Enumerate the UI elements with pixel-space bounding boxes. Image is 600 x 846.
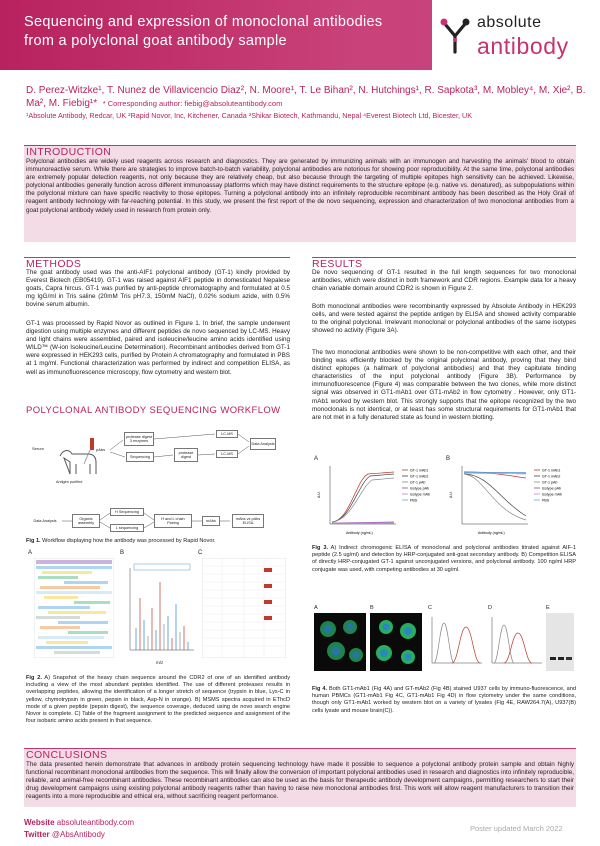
x-axis-label: Antibody (ng/mL) bbox=[346, 531, 373, 535]
fig4-figure bbox=[312, 605, 576, 675]
workflow-h-seq-box: H Sequencing bbox=[110, 508, 144, 516]
fig3a-elisa-chart bbox=[316, 460, 442, 538]
fig4-panel-d-label: D bbox=[488, 605, 492, 611]
fig4-caption-text: Both GT1-mAb1 (Fig 4A) and GT-mAb2 (Fig 4B) stained U937 cells by immuno-fluorescence, and human PBMCs (GT1-mAb1 Fig 4C, GT1-mAb1 Fig 4D) in flow cytometry under the same conditions, though only GT1-mAb1 worked by western blot on a variety of lysates (Fig 4E, RAW264.7(A), U937(B) cells lysate and mouse brain(C)). bbox=[312, 686, 577, 714]
fig2-figure bbox=[26, 550, 290, 674]
fig3-caption bbox=[312, 545, 576, 574]
results-paragraph-1: De novo sequencing of GT-1 resulted in the full length sequences for two monoclonal antibodies, which were distinct in both framework and CDR regions. Example data for a heavy chain variable domain around CDR2 is shown in Figure 2. bbox=[312, 269, 576, 293]
intro-text: Polyclonal antibodies are widely used reagents across research and diagnostics. They are generated by immunizing animals with an immunogen and harvesting the animals' blood to obtain immunoreactive serum. While there are strategies to improve batch-to-batch variability, polyclonal antibodies are notorious for showing poor reproducibility. At the same time, polyclonal antibodies are extremely popular detection reagents, not only because they are relatively cheap, but also because through the targeting of multiple epitopes high sensitivity can be achieved. Likewise, polyclonal antibodies generally function across different immunoassay platforms which may have distinct requirements to the structure epitope (e.g. native vs. denatured), as subpopulations within the polyclonal mixture can have specific reactivity to those epitopes. Turning a polyclonal antibody into an infinitely reproducible recombinant antibody has been described as the Holy Grail of reagent antibody technology with far-reaching potential. In this study, we present the first report of the de novo sequencing, expression and characterization of two monoclonal antibodies from a goat polyclonal antibody widely used in research from protein only. bbox=[26, 158, 574, 214]
fig2-panel-b-label: B bbox=[120, 550, 125, 556]
authors-line: D. Perez-Witzke¹, T. Nunez de Villavicencio Diaz², N. Moore¹, T. Le Bihan², N. Hutchings¹, R. Sapkota³, M. Mobley⁴, M. Xie², B. Ma², M. Fiebig¹* bbox=[26, 85, 586, 109]
fig3-panel-a-label: A bbox=[314, 456, 319, 462]
legend-entry-4: Isotype pAb bbox=[542, 486, 561, 491]
footer-twitter-label: Twitter bbox=[24, 830, 50, 839]
antibody-logo-icon bbox=[440, 16, 470, 54]
fig4-panel-a-label: A bbox=[314, 605, 318, 611]
series-line-2 bbox=[332, 474, 394, 522]
fig2-xlabel: m/z bbox=[156, 660, 164, 665]
series-line-3 bbox=[464, 474, 526, 520]
legend-entry-3: GT-1 pAb bbox=[542, 480, 558, 485]
results-paragraph-3: The two monoclonal antibodies were shown to be non-competitive with each other, and their binding was efficiently blocked by the original polyclonal antibody, proving that they bind distinct epitopes (a hallmark of polyclonal antibodies) and that they capitulate binding characteristics of the input polyclonal antibody (Figure 3B). Performance by immunofluorescence (Figure 4) was comparable between the two clones, while more distinct signal was observed in GT1-mAb1 over GT1-mAb2 in flow cytometry . However, only GT1-mAb1 worked by western blot. This strongly supports that the epitope recognized by the two monoclonals is not identical, or at least has some structural requirements for GT1-mAb1 that are not met in a fully denatured state as found in western blotting. bbox=[312, 349, 576, 421]
footer-twitter-handle[interactable]: @AbsAntibody bbox=[49, 830, 105, 839]
methods-paragraph-1: The goat antibody used was the anti-AIF1 polyclonal antibody (GT-1) kindly provided by Everest Biotech (EB05419). GT-1 was raised against AIF1 peptide in domesticated Nepalese goats, Capra hircus. GT-1 was purified by anti-peptide chromatography and formulated at 0.5 mg IgG/ml in Tris saline (20mM Tris pH7.3, 150mM NaCl), 0.02% sodium azide, with 0.5% bovine serum albumin. bbox=[26, 269, 290, 309]
x-axis-label: Antibody (ng/mL) bbox=[478, 531, 505, 535]
fig2-sequence-snapshot bbox=[34, 558, 114, 658]
fig3-caption-label: Fig 3. bbox=[312, 545, 328, 551]
workflow-l-seq-box: L sequencing bbox=[110, 524, 144, 532]
fig3-panel-b-label: B bbox=[446, 456, 451, 462]
methods-paragraph-2: GT-1 was processed by Rapid Novor as outlined in Figure 1. In brief, the sample underwent digestion using multiple enzymes and different peptides de novo sequenced by LC-MS. Heavy and light chains were assembled, paired and isoleucine/leucine amino acids identified using WILD™ (W-ion Isoleucine/Leucine Determination). Recombinant antibodies derived from GT-1 were expressed in HEK293 cells, purified by Protein A chromatography and formulated in PBS at 1 mg/ml. Functional characterization was performed by indirect and competition ELISA, as well as immunofluorescence microscopy, flow cytometry and western blot. bbox=[26, 320, 290, 376]
legend-entry-5: Isotype mAb bbox=[410, 492, 430, 497]
workflow-data-analysis-box: Data Analysis bbox=[250, 438, 276, 450]
legend-entry-4: Isotype pAb bbox=[410, 486, 429, 491]
results-paragraph-2: Both monoclonal antibodies were recombinantly expressed by Absolute Antibody in HEK293 cells, and were tested against the peptide antigen by ELISA and showed activity comparable to the original polyclonal. Irrelevant monoclonal or polyclonal antibodies of the same isotypes showed no activity (Figure 3A). bbox=[312, 303, 576, 335]
footer-website-label: Website bbox=[24, 818, 55, 827]
footer-twitter[interactable] bbox=[24, 830, 105, 839]
goat-drawing-icon bbox=[54, 436, 104, 482]
poster-date: Poster updated March 2022 bbox=[470, 824, 563, 833]
workflow-pabs-label: pAbs bbox=[96, 447, 106, 452]
legend-entry-6: PBS bbox=[542, 498, 550, 503]
legend-entry-3: GT-1 pAb bbox=[410, 480, 426, 485]
footer-website[interactable] bbox=[24, 818, 134, 827]
workflow-assembly-box: Organic assembly bbox=[72, 514, 100, 528]
footer-website-url[interactable]: absoluteantibody.com bbox=[54, 818, 134, 827]
fig3-caption-text: A) Indirect chromogenic ELISA of monoclonal and polyclonal antibodies titrated against AIF-1 peptide (2.5 ug/ml) and detection by HRP-conjugated anti-goat secondary antibody. B) Competition ELISA of directly HRP-conjugated GT-1 against unconjugated versions, and polyclonal antibody. 100 ng/ml HRP conjugate was used, with competing antibodies at 30 ug/ml. bbox=[312, 545, 577, 573]
workflow-protease2-box: protease digest bbox=[174, 448, 198, 462]
workflow-lcms1-box: LC-MS bbox=[216, 430, 238, 438]
fig4-caption-label: Fig 4. bbox=[312, 686, 328, 692]
intro-heading: INTRODUCTION bbox=[26, 146, 112, 158]
fig4b-immunofluorescence-image bbox=[370, 613, 422, 671]
fig3-figure bbox=[312, 456, 576, 540]
y-axis-label: A.U. bbox=[317, 491, 321, 498]
fig4-caption bbox=[312, 686, 576, 715]
corresponding-author: * Corresponding author: fiebig@absoluteantibody.com bbox=[102, 99, 283, 108]
workflow-pairing-box: H and L chain Pairing bbox=[154, 514, 192, 528]
workflow-antigen-label: Antigen purified bbox=[56, 480, 83, 484]
fig2-panel-c-label: C bbox=[198, 550, 203, 556]
results-heading: RESULTS bbox=[312, 258, 363, 270]
workflow-protease-box: protease digest 3 enzymes bbox=[124, 432, 154, 446]
legend-entry-1: GT-1 mAb1 bbox=[542, 468, 561, 473]
workflow-lcms2-box: LC-MS bbox=[216, 450, 238, 458]
conclusions-heading: CONCLUSIONS bbox=[26, 749, 108, 761]
fig2-panel-a-label: A bbox=[28, 550, 33, 556]
legend-entry-2: GT-1 mAb2 bbox=[410, 474, 429, 479]
logo-text-absolute: absolute bbox=[477, 14, 542, 31]
y-axis-label: A.U. bbox=[449, 491, 453, 498]
workflow-heading: POLYCLONAL ANTIBODY SEQUENCING WORKFLOW bbox=[26, 405, 281, 416]
fig4a-immunofluorescence-image bbox=[314, 613, 366, 671]
legend-entry-5: Isotype mAb bbox=[542, 492, 562, 497]
workflow-sequencing-box: Sequencing bbox=[126, 452, 154, 462]
fig4d-flow-cytometry-histogram bbox=[488, 613, 544, 671]
legend-entry-1: GT-1 mAb1 bbox=[410, 468, 429, 473]
workflow-serum-label: Serum bbox=[32, 446, 44, 451]
fig1-caption-label: Fig 1. bbox=[26, 538, 41, 544]
fig2-caption-text: A) Snapshot of the heavy chain sequence around the CDR2 of one of an identified antibody including a view of the most abundant peptides identified. The use of different proteases results in overlapping peptides, allowing the identification of a longer stretch of sequence (trypsin in blue, Lys-C in yellow, chymotrypsin in green, pepsin in black, Asp-N in orange). B) MSMS spectra acquired in EThcD mode of a given peptide (pepsin digest), the sequence coverage, deduced using de novo search engine Novor is complete. C) Table of the fragment assignment to the predicted sequence and assignment of the four isobaric amino acids present in that sequence. bbox=[26, 675, 290, 725]
fig2-caption bbox=[26, 675, 290, 725]
series-line-2 bbox=[464, 474, 526, 516]
series-line-1 bbox=[332, 472, 394, 522]
fig4-panel-b-label: B bbox=[370, 605, 374, 611]
fig2-msms-spectrum bbox=[124, 558, 196, 658]
fig4-panel-e-label: E bbox=[546, 605, 550, 611]
legend-entry-2: GT-1 mAb2 bbox=[542, 474, 561, 479]
fig1-caption-text: Workflow displaying how the antibody was processed by Rapid Novor. bbox=[40, 538, 216, 544]
workflow-data-analysis2-label: Data Analysis bbox=[30, 512, 60, 530]
fig2-fragment-table bbox=[202, 558, 286, 658]
legend-entry-6: PBS bbox=[410, 498, 418, 503]
author-list bbox=[26, 84, 586, 110]
fig4c-flow-cytometry-histogram bbox=[428, 613, 484, 671]
fig4e-western-blot-image bbox=[546, 613, 574, 671]
fig2-caption-label: Fig 2. bbox=[26, 675, 42, 681]
workflow-elisa-box: mAbs vs pAbs ELISA bbox=[232, 514, 264, 528]
fig1-caption bbox=[26, 538, 290, 545]
logo-text-antibody: antibody bbox=[477, 33, 569, 59]
conclusions-text: The data presented herein demonstrate that advances in antibody protein sequencing technology have made it possible to sequence a polyclonal antibody protein sample and obtain highly functional recombinant monoclonal antibodies from the sequence. This will finally allow the conversion of important polyclonal antibodies used in research and diagnostics into infinitely reproducible, reliable, and animal-free recombinant antibodies. These recombinant antibodies can also be used as the basis for therapeutic antibody development campaigns, permitting researchers to start their drug development campaigns using existing polyclonal antibody reagents rather than having to raise new monoclonal antibodies first. This work will allow reagent manufacturers to transition their reagents into a more reproducible and ethical era, without sacrificing reagent performance. bbox=[26, 761, 574, 801]
poster-title: Sequencing and expression of monoclonal antibodies from a polyclonal goat antibody sample bbox=[24, 14, 383, 49]
fig4-panel-c-label: C bbox=[428, 605, 432, 611]
methods-heading: METHODS bbox=[26, 258, 82, 270]
affiliations: ¹Absolute Antibody, Redcar, UK ²Rapid Novor, Inc, Kitchener, Canada ³Shikar Biotech, Kathmandu, Nepal ⁴Everest Biotech Ltd, Bicester, UK bbox=[26, 111, 473, 120]
workflow-figure bbox=[26, 420, 290, 534]
workflow-mabs-box: mAbs bbox=[202, 516, 220, 526]
fig3b-competition-chart bbox=[448, 460, 574, 538]
